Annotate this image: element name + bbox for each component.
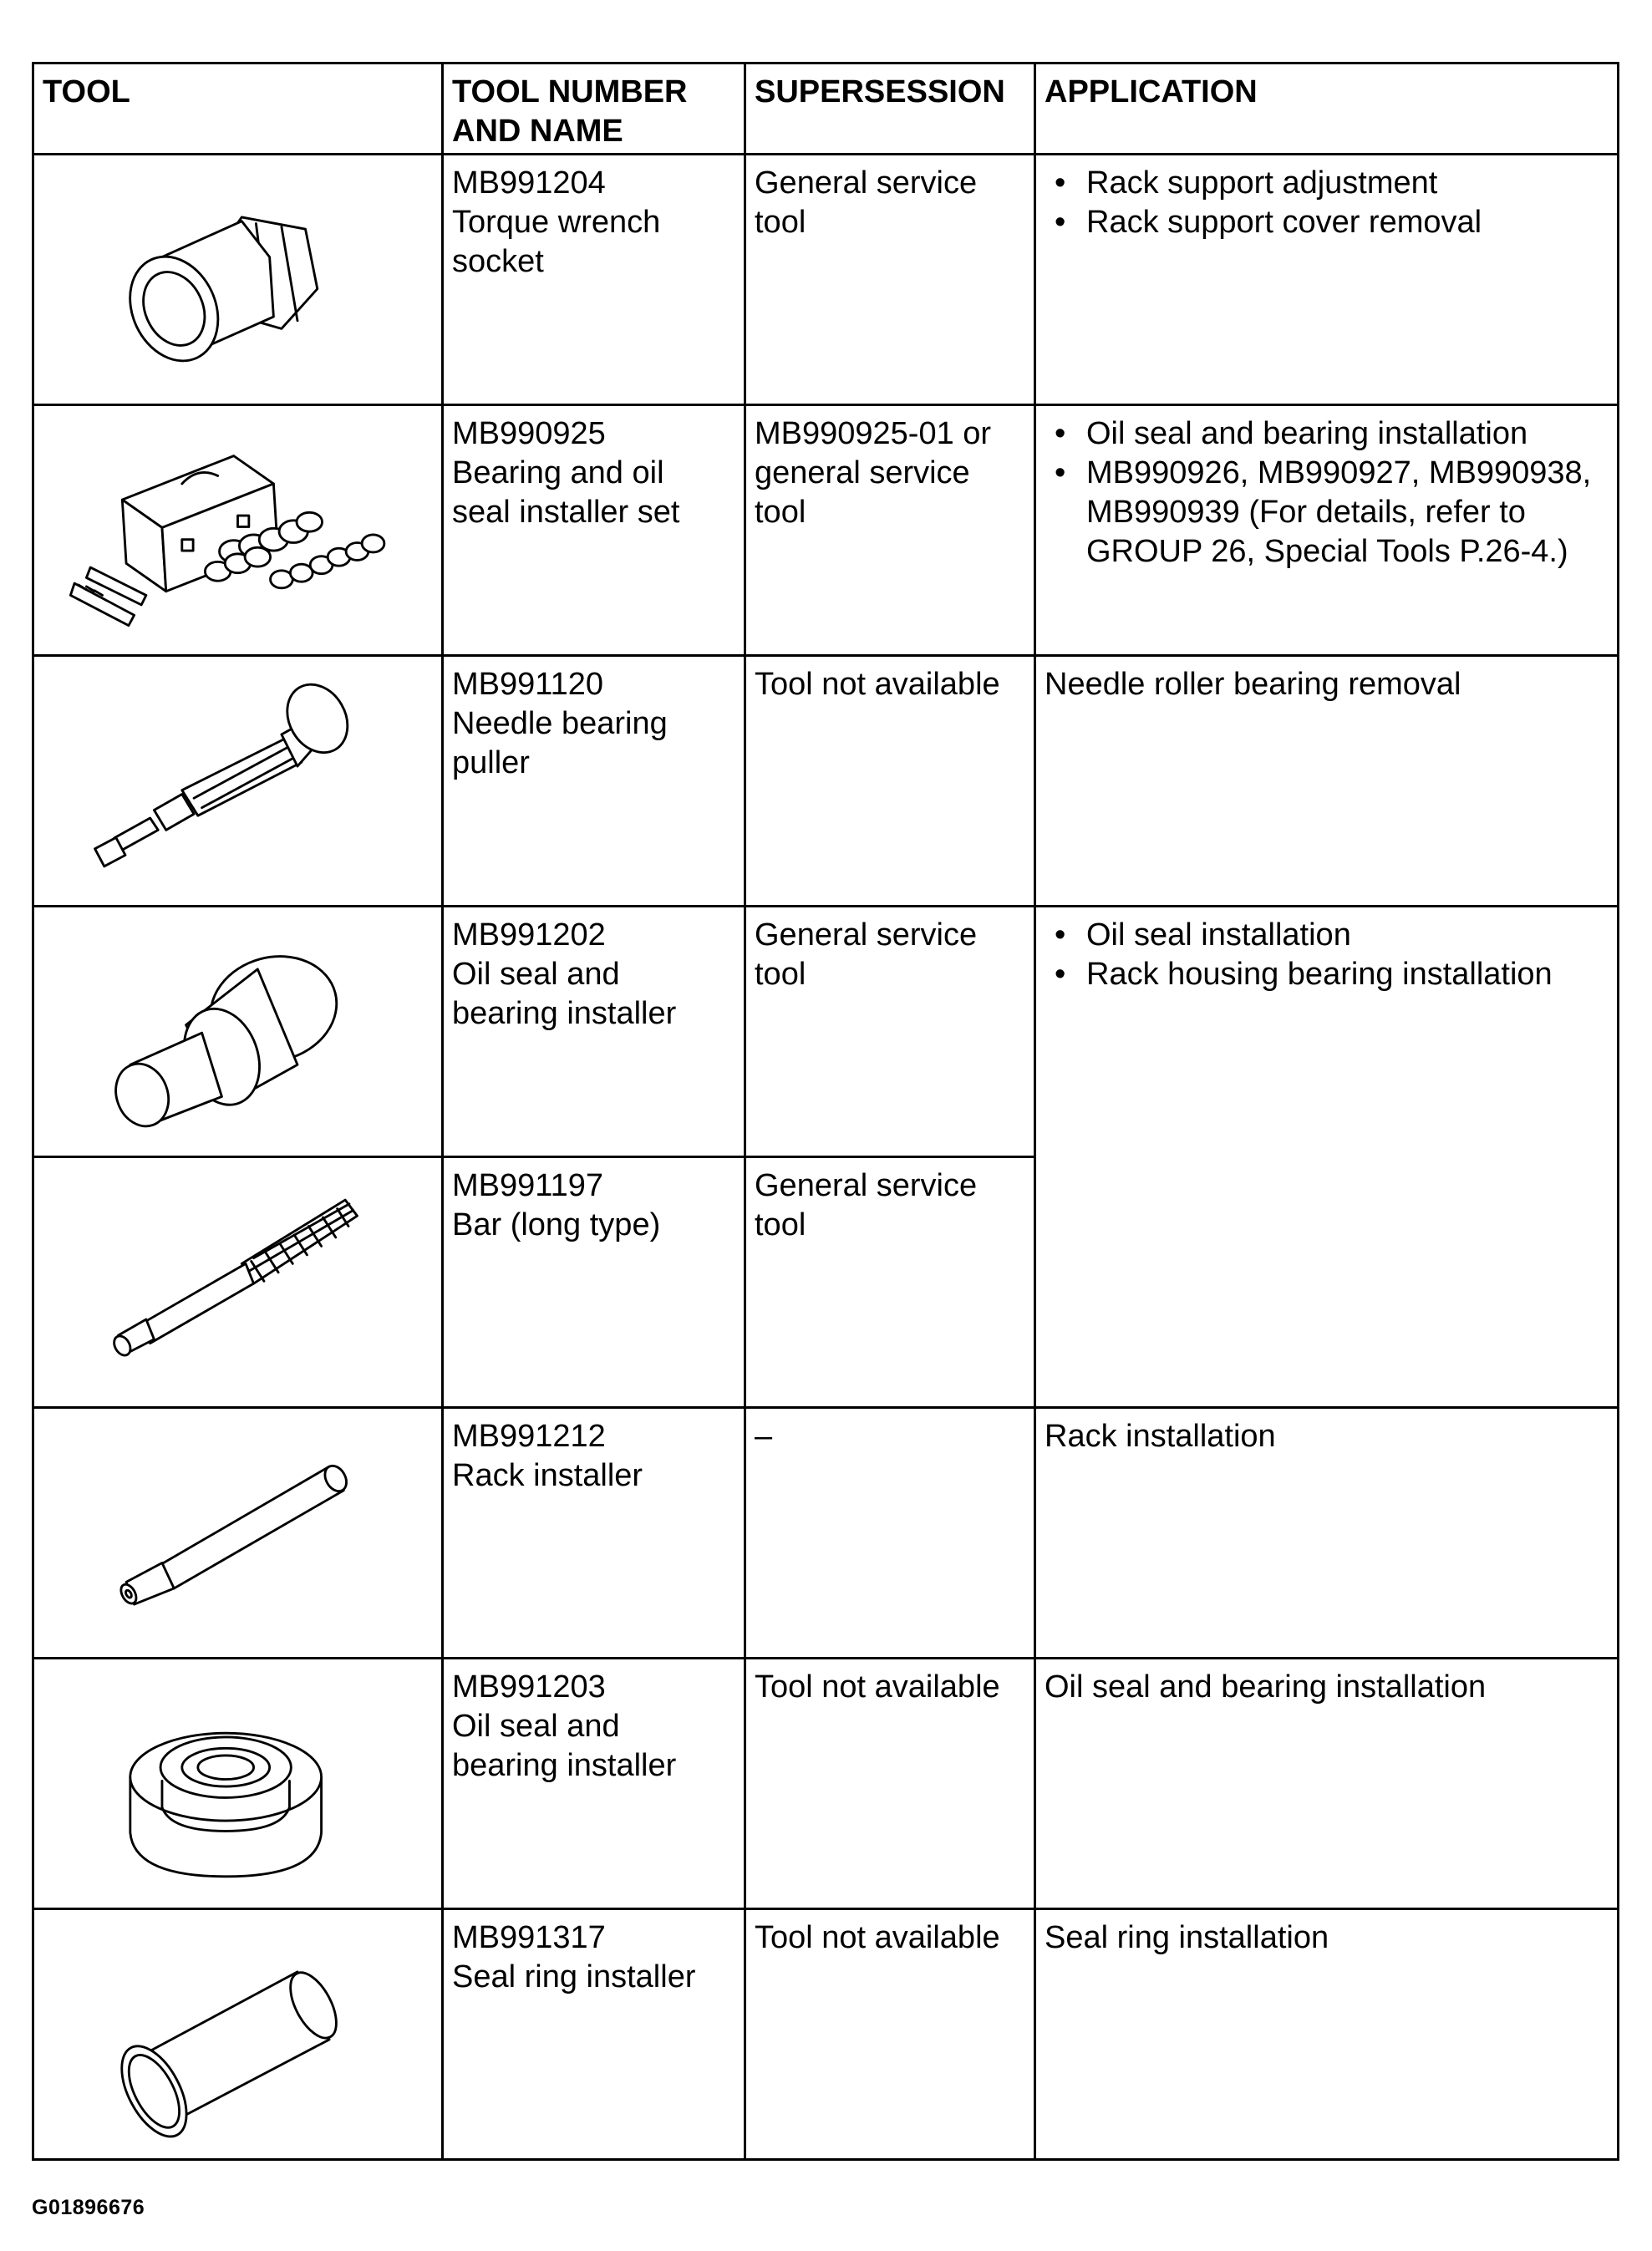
supersession-cell: –: [745, 1408, 1035, 1659]
bar-long-type-icon: [33, 1157, 443, 1408]
needle-bearing-puller-icon: [33, 656, 443, 907]
list-item: • Rack housing bearing installation: [1045, 955, 1609, 994]
oil-seal-installer-icon: [33, 907, 443, 1157]
tool-number-cell: MB990925 Bearing and oil seal installer set: [443, 405, 745, 656]
header-application: APPLICATION: [1035, 64, 1619, 155]
table-row: [33, 1909, 1619, 2160]
supersession-cell: Tool not available: [745, 656, 1035, 907]
table-row: [33, 656, 1619, 907]
tool-number-cell: MB991203 Oil seal and bearing installer: [443, 1659, 745, 1909]
supersession-cell: General service tool: [745, 155, 1035, 405]
application-cell: Oil seal and bearing installation: [1035, 1659, 1619, 1909]
table-row: [33, 1408, 1619, 1659]
header-row: [33, 64, 1619, 155]
tool-number-cell: MB991202 Oil seal and bearing installer: [443, 907, 745, 1157]
application-cell: [1035, 405, 1619, 656]
header-supersession: SUPERSESSION: [745, 64, 1035, 155]
application-cell: [1035, 155, 1619, 405]
application-cell: Seal ring installation: [1035, 1909, 1619, 2160]
tool-number-cell: MB991212 Rack installer: [443, 1408, 745, 1659]
figure-id: G01896676: [32, 2196, 145, 2219]
application-cell: Needle roller bearing removal: [1035, 656, 1619, 907]
supersession-cell: MB990925-01 or general service tool: [745, 405, 1035, 656]
tool-number-cell: MB991204 Torque wrench socket: [443, 155, 745, 405]
table-row: [33, 405, 1619, 656]
table-row: [33, 907, 1619, 1157]
supersession-cell: Tool not available: [745, 1909, 1035, 2160]
table-row: [33, 1659, 1619, 1909]
torque-wrench-socket-icon: [33, 155, 443, 405]
special-tools-table: [32, 62, 1619, 2161]
supersession-cell: Tool not available: [745, 1659, 1035, 1909]
application-cell: Rack installation: [1035, 1408, 1619, 1659]
seal-ring-installer-icon: [33, 1909, 443, 2160]
tool-number-cell: MB991317 Seal ring installer: [443, 1909, 745, 2160]
list-item: • Rack support cover removal: [1045, 203, 1609, 242]
tool-number-cell: MB991197 Bar (long type): [443, 1157, 745, 1408]
rack-installer-icon: [33, 1408, 443, 1659]
supersession-cell: General service tool: [745, 907, 1035, 1157]
application-cell: [1035, 907, 1619, 1408]
list-item: • Oil seal and bearing installation: [1045, 414, 1609, 454]
list-item: • MB990926, MB990927, MB990938, MB990939 (For details, refer to GROUP 26, Special Tools P.26-4.): [1045, 454, 1609, 572]
tool-number-cell: MB991120 Needle bearing puller: [443, 656, 745, 907]
list-item: • Rack support adjustment: [1045, 164, 1609, 203]
header-tool: TOOL: [33, 64, 443, 155]
installer-set-icon: [33, 405, 443, 656]
supersession-cell: General service tool: [745, 1157, 1035, 1408]
bearing-installer-ring-icon: [33, 1659, 443, 1909]
table-row: [33, 155, 1619, 405]
header-tool-number: TOOL NUMBER AND NAME: [443, 64, 745, 155]
list-item: • Oil seal installation: [1045, 916, 1609, 955]
